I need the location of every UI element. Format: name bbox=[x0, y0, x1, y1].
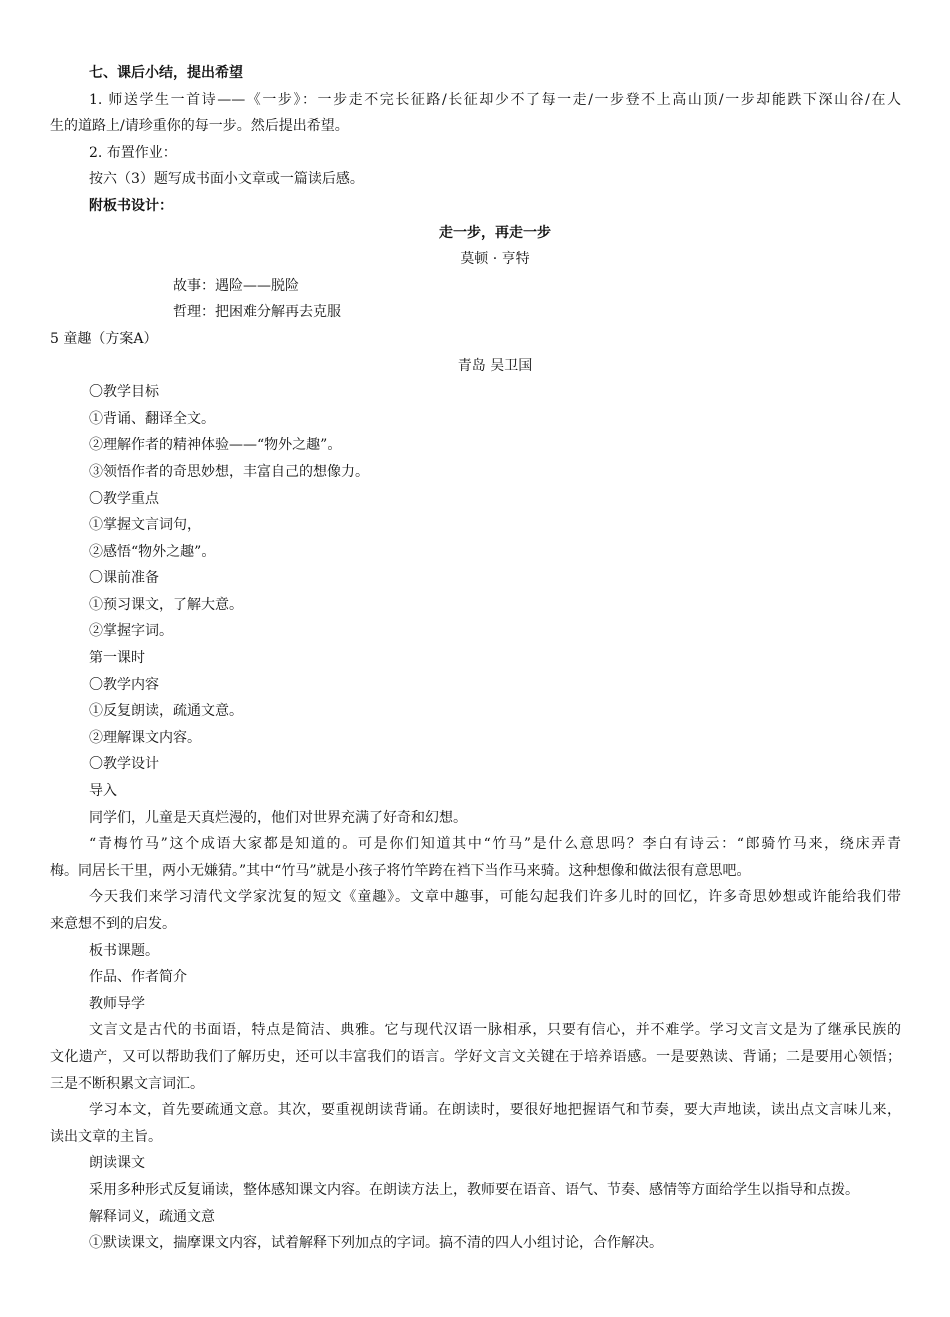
subheading: 解释词义，疏通文意 bbox=[89, 1208, 215, 1225]
paragraph-line: 三是不断积累文言词汇。 bbox=[50, 1075, 204, 1092]
subheading: 教师导学 bbox=[89, 995, 145, 1012]
subheading: 〇教学重点 bbox=[89, 490, 159, 507]
paragraph-line: 生的道路上/请珍重你的每一步。然后提出希望。 bbox=[50, 118, 349, 135]
lesson-title: 5 童趣（方案A） bbox=[50, 330, 158, 347]
list-item: ②理解课文内容。 bbox=[89, 729, 201, 746]
subheading: 〇课前准备 bbox=[89, 570, 159, 587]
list-item: 2. 布置作业： bbox=[89, 144, 177, 161]
paragraph-line: 1. 师送学生一首诗——《一步》：一步走不完长征路/长征却少不了每一走/一步登不上高山顶/一步却能跌下深山谷/在人 bbox=[89, 91, 901, 108]
board-philosophy: 哲理：把困难分解再去克服 bbox=[173, 304, 341, 321]
section-heading: 七、课后小结，提出希望 bbox=[89, 65, 243, 81]
list-item: ①反复朗读，疏通文意。 bbox=[89, 703, 243, 720]
paragraph-line: 今天我们来学习清代文学家沈复的短文《童趣》。文章中趣事，可能勾起我们许多儿时的回忆，许多奇思妙想或许能给我们带 bbox=[89, 889, 901, 906]
board-story: 故事：遇险——脱险 bbox=[173, 277, 299, 294]
paragraph-line: 板书课题。 bbox=[89, 942, 159, 959]
list-item: ②感悟“物外之趣”。 bbox=[89, 543, 216, 560]
lesson-byline: 青岛 吴卫国 bbox=[457, 357, 533, 374]
list-item: ①背诵、翻译全文。 bbox=[89, 410, 215, 427]
paragraph-line: 同学们，儿童是天真烂漫的，他们对世界充满了好奇和幻想。 bbox=[89, 809, 467, 826]
period-label: 第一课时 bbox=[89, 650, 145, 667]
subheading: 〇教学内容 bbox=[89, 676, 159, 693]
board-author: 莫顿 · 亨特 bbox=[460, 251, 530, 268]
list-item: ②掌握字词。 bbox=[89, 623, 173, 640]
paragraph-line: 来意想不到的启发。 bbox=[50, 916, 176, 932]
subheading: 朗读课文 bbox=[89, 1155, 145, 1172]
subheading: 作品、作者简介 bbox=[89, 969, 187, 986]
list-item: ①预习课文，了解大意。 bbox=[89, 596, 243, 613]
section-heading: 附板书设计： bbox=[89, 197, 173, 214]
subheading: 〇教学设计 bbox=[89, 756, 159, 773]
paragraph-line: ①默读课文，揣摩课文内容，试着解释下列加点的字词。搞不清的四人小组讨论，合作解决。 bbox=[89, 1235, 663, 1252]
list-item: ①掌握文言词句， bbox=[89, 517, 201, 534]
document-page bbox=[0, 60, 950, 1257]
list-item: ③领悟作者的奇思妙想，丰富自己的想像力。 bbox=[89, 463, 369, 480]
subheading: 〇教学目标 bbox=[89, 384, 159, 401]
paragraph-line: 文言文是古代的书面语，特点是简洁、典雅。它与现代汉语一脉相承，只要有信心，并不难学。学习文言文是为了继承民族的 bbox=[89, 1022, 901, 1039]
paragraph-line: “青梅竹马”这个成语大家都是知道的。可是你们知道其中“竹马”是什么意思吗？李白有诗云：“郎骑竹马来，绕床弄青 bbox=[89, 836, 901, 853]
paragraph-line: 学习本文，首先要疏通文意。其次，要重视朗读背诵。在朗读时，要很好地把握语气和节奏，要大声地读，读出点文言味儿来， bbox=[89, 1102, 901, 1119]
paragraph-line: 按六（3）题写成书面小文章或一篇读后感。 bbox=[89, 171, 364, 188]
paragraph-line: 读出文章的主旨。 bbox=[50, 1128, 162, 1145]
paragraph-line: 采用多种形式反复诵读，整体感知课文内容。在朗读方法上，教师要在语音、语气、节奏、感情等方面给学生以指导和点拨。 bbox=[89, 1181, 859, 1198]
board-title: 走一步，再走一步 bbox=[439, 224, 551, 241]
paragraph-line: 文化遗产，又可以帮助我们了解历史，还可以丰富我们的语言。学好文言文关键在于培养语感。一是要熟读、背诵；二是要用心领悟； bbox=[50, 1048, 901, 1065]
list-item: ②理解作者的精神体验——“物外之趣”。 bbox=[89, 437, 342, 454]
subheading: 导入 bbox=[89, 783, 117, 800]
paragraph-line: 梅。同居长干里，两小无嫌猜。”其中“竹马”就是小孩子将竹竿跨在裆下当作马来骑。这种想像和做法很有意思吧。 bbox=[50, 862, 751, 879]
